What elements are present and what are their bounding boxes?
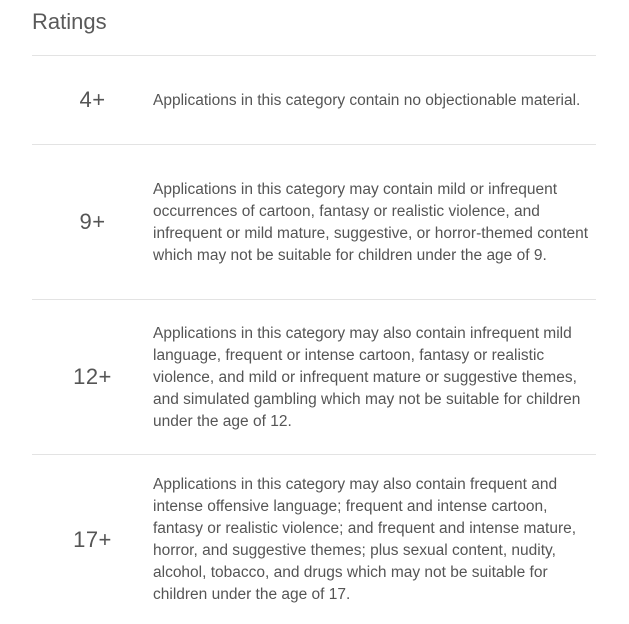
rating-age-label: 17+ [73, 526, 112, 552]
rating-age-label: 9+ [79, 209, 106, 234]
rating-row-4-plus [32, 55, 596, 144]
rating-row-12-plus [32, 299, 596, 454]
rating-age-label: 12+ [73, 364, 112, 389]
rating-description: Applications in this category may also contain infrequent mild language, frequent or intense cartoon, fantasy or realistic violence, and mild or infrequent mature or suggestive themes, and simulated gambling which may not be suitable for children under the age of 12. [153, 324, 581, 430]
rating-age-label: 4+ [79, 87, 106, 112]
rating-row-9-plus [32, 144, 596, 299]
rating-description: Applications in this category may also contain frequent and intense offensive language; frequent and intense cartoon, fantasy or realistic violence; and frequent and intense mature, horror, and suggestive themes; plus sexual content, nudity, alcohol, tobacco, and drugs which may not be suitable for children under the age of 17. [153, 476, 577, 603]
ratings-table [32, 55, 596, 624]
ratings-heading: Ratings [32, 9, 107, 34]
rating-row-17-plus [32, 454, 596, 624]
rating-description: Applications in this category contain no objectionable material. [153, 91, 581, 109]
rating-description: Applications in this category may contain mild or infrequent occurrences of cartoon, fantasy or realistic violence, and infrequent or mild mature, suggestive, or horror-themed content which may not be suitable for children under the age of 9. [153, 180, 589, 264]
